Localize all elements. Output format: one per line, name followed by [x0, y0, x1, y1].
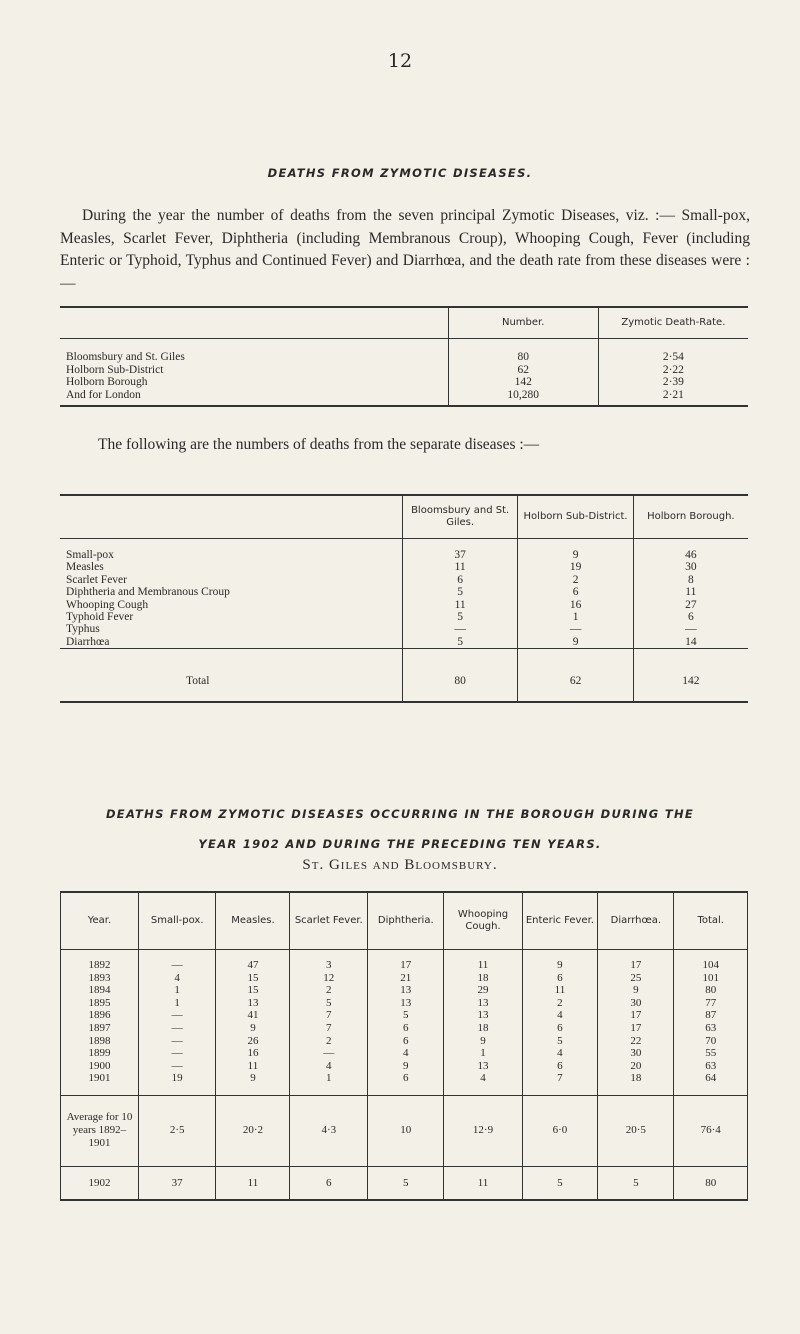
column-header: Total.: [674, 892, 748, 950]
average-value: 20·5: [598, 1095, 674, 1166]
value-cell: —: [138, 1022, 216, 1035]
value-cell: 2: [290, 1035, 368, 1048]
heading-borough-deaths-line2: YEAR 1902 AND DURING THE PRECEDING TEN YEARS.: [198, 837, 602, 851]
table-row: [60, 623, 748, 635]
value-cell: 5: [402, 586, 518, 598]
header-bloomsbury: Bloomsbury and St. Giles.: [402, 495, 518, 539]
table-subtitle: St. Giles and Bloomsbury.: [302, 857, 498, 873]
value-cell: 5: [368, 1009, 444, 1022]
table-row: [60, 339, 748, 364]
year-cell: 1896: [88, 1009, 111, 1022]
value-cell: 1: [518, 611, 633, 623]
header-holborn-sub-district: Holborn Sub-District.: [518, 495, 633, 539]
table-row: [61, 1009, 748, 1022]
column-header: Diphtheria.: [368, 892, 444, 950]
row-label: And for London: [66, 388, 141, 401]
value-cell: 41: [216, 1009, 290, 1022]
column-header: Measles.: [216, 892, 290, 950]
table-row: [60, 586, 748, 598]
row-label: Holborn Sub-District: [66, 363, 164, 376]
table-row: [60, 376, 748, 389]
year-cell: 1899: [88, 1047, 111, 1060]
average-value: 10: [368, 1095, 444, 1166]
number-cell: 142: [448, 376, 598, 389]
year-cell: 1892: [88, 959, 111, 971]
average-row: [61, 1095, 748, 1166]
value-cell: 13: [444, 1009, 522, 1022]
value-cell: 70: [674, 1035, 748, 1048]
page-number: 12: [387, 50, 413, 72]
header-death-rate: Zymotic Death-Rate.: [598, 307, 748, 339]
value-cell: 87: [674, 1009, 748, 1022]
value-cell: 13: [216, 997, 290, 1010]
header-cell: [60, 307, 448, 339]
value-cell: 4: [290, 1060, 368, 1073]
value-cell: 47: [216, 950, 290, 972]
table-row: [61, 984, 748, 997]
column-header: Diarrhœa.: [598, 892, 674, 950]
value-cell: 15: [216, 984, 290, 997]
value-cell: 5: [290, 997, 368, 1010]
number-cell: 62: [448, 364, 598, 377]
table-row: [60, 364, 748, 377]
year-cell: 1901: [88, 1072, 111, 1085]
header-number: Number.: [448, 307, 598, 339]
separate-diseases-table: [60, 494, 748, 703]
value-cell: 63: [674, 1022, 748, 1035]
value-cell: 8: [633, 574, 748, 586]
total-value: 62: [518, 649, 633, 703]
value-cell: 2: [522, 997, 598, 1010]
table-row: [61, 1047, 748, 1060]
value-cell: 63: [674, 1060, 748, 1073]
value-cell: 18: [444, 1022, 522, 1035]
value-cell: 4: [444, 1072, 522, 1095]
value-cell: 29: [444, 984, 522, 997]
value-cell: —: [290, 1047, 368, 1060]
row-label: Bloomsbury and St. Giles: [66, 351, 185, 363]
value-cell: 6: [522, 972, 598, 985]
average-label: Average for 10 years 1892–1901: [61, 1095, 139, 1166]
value-cell: —: [138, 1009, 216, 1022]
value-cell: 5: [522, 1035, 598, 1048]
average-value: 4·3: [290, 1095, 368, 1166]
rate-cell: 2·39: [598, 376, 748, 389]
header-holborn-borough: Holborn Borough.: [633, 495, 748, 539]
value-cell: 14: [633, 636, 748, 649]
value-cell: 5: [522, 1166, 598, 1200]
value-cell: 9: [598, 984, 674, 997]
row-label: Measles: [66, 561, 104, 574]
death-rate-table: [60, 306, 748, 407]
value-cell: 13: [444, 1060, 522, 1073]
value-cell: 22: [598, 1035, 674, 1048]
value-cell: 6: [368, 1022, 444, 1035]
value-cell: 17: [598, 1022, 674, 1035]
value-cell: 5: [402, 611, 518, 623]
table-row: [61, 1035, 748, 1048]
column-header: Year.: [61, 892, 139, 950]
total-label: Total: [60, 649, 402, 703]
value-cell: 9: [522, 950, 598, 972]
average-value: 12·9: [444, 1095, 522, 1166]
column-header: Scarlet Fever.: [290, 892, 368, 950]
value-cell: 30: [633, 561, 748, 573]
row-label: Typhoid Fever: [66, 611, 134, 624]
table-row: [60, 599, 748, 611]
value-cell: 4: [368, 1047, 444, 1060]
value-cell: 19: [138, 1072, 216, 1095]
value-cell: 9: [368, 1060, 444, 1073]
average-value: 6·0: [522, 1095, 598, 1166]
value-cell: 19: [518, 561, 633, 573]
average-value: 20·2: [216, 1095, 290, 1166]
value-cell: 16: [216, 1047, 290, 1060]
table-row: [61, 950, 748, 972]
year-cell: 1898: [88, 1034, 111, 1047]
value-cell: 7: [290, 1009, 368, 1022]
value-cell: 6: [368, 1035, 444, 1048]
value-cell: 11: [633, 586, 748, 598]
number-cell: 80: [448, 339, 598, 364]
value-cell: 15: [216, 972, 290, 985]
value-cell: 16: [518, 599, 633, 611]
value-cell: 6: [522, 1060, 598, 1073]
value-cell: 6: [402, 574, 518, 586]
value-cell: 1: [444, 1047, 522, 1060]
table-row: [61, 972, 748, 985]
table-row: [61, 1060, 748, 1073]
rate-cell: 2·54: [598, 339, 748, 364]
total-row: [60, 649, 748, 703]
value-cell: 17: [598, 950, 674, 972]
value-cell: 25: [598, 972, 674, 985]
row-label: Whooping Cough: [66, 598, 149, 611]
table-header-row: [61, 892, 748, 950]
row-label: Diphtheria and Membranous Croup: [66, 586, 230, 599]
heading-borough-deaths-line1: DEATHS FROM ZYMOTIC DISEASES OCCURRING IN THE BOROUGH DURING THE: [105, 807, 695, 821]
year-cell: 1893: [88, 971, 111, 984]
value-cell: 37: [402, 539, 518, 562]
value-cell: 6: [368, 1072, 444, 1095]
value-cell: 2: [290, 984, 368, 997]
table-row: [60, 574, 748, 586]
value-cell: 13: [368, 984, 444, 997]
value-cell: 18: [444, 972, 522, 985]
row-label: Diarrhœa: [66, 635, 110, 648]
value-cell: —: [633, 623, 748, 635]
value-cell: 1: [138, 997, 216, 1010]
value-cell: 7: [290, 1022, 368, 1035]
value-cell: 2: [518, 574, 633, 586]
value-cell: 12: [290, 972, 368, 985]
value-cell: 4: [522, 1009, 598, 1022]
paragraph-separate-diseases: The following are the numbers of deaths from the separate diseases :—: [98, 436, 540, 453]
average-value: 76·4: [674, 1095, 748, 1166]
value-cell: 37: [138, 1166, 216, 1200]
value-cell: 27: [633, 599, 748, 611]
row-label: Typhus: [66, 623, 100, 636]
value-cell: 9: [216, 1072, 290, 1095]
value-cell: —: [138, 1035, 216, 1048]
header-cell: [60, 495, 402, 539]
total-value: 80: [402, 649, 518, 703]
value-cell: 3: [290, 950, 368, 972]
year-cell: 1894: [88, 984, 111, 997]
value-cell: 17: [598, 1009, 674, 1022]
value-cell: 101: [674, 972, 748, 985]
value-cell: 20: [598, 1060, 674, 1073]
value-cell: 6: [522, 1022, 598, 1035]
value-cell: 13: [444, 997, 522, 1010]
value-cell: 5: [368, 1166, 444, 1200]
row-label: Small-pox: [66, 549, 114, 561]
value-cell: —: [138, 1047, 216, 1060]
table-row: [61, 1022, 748, 1035]
value-cell: 13: [368, 997, 444, 1010]
value-cell: 11: [402, 561, 518, 573]
table-row: [60, 539, 748, 562]
year-cell: 1897: [88, 1021, 111, 1034]
value-cell: 46: [633, 539, 748, 562]
value-cell: 6: [290, 1166, 368, 1200]
year-cell: 1895: [88, 996, 111, 1009]
value-cell: 11: [216, 1060, 290, 1073]
ten-year-table: [60, 891, 748, 1201]
year-cell: 1900: [88, 1059, 111, 1072]
average-value: 2·5: [138, 1095, 216, 1166]
value-cell: 9: [518, 636, 633, 649]
total-value: 142: [633, 649, 748, 703]
value-cell: 30: [598, 997, 674, 1010]
value-cell: 5: [402, 636, 518, 649]
value-cell: 5: [598, 1166, 674, 1200]
table-row: [60, 561, 748, 573]
value-cell: 30: [598, 1047, 674, 1060]
value-cell: 4: [522, 1047, 598, 1060]
value-cell: 21: [368, 972, 444, 985]
table-row: [61, 1072, 748, 1095]
intro-paragraph: During the year the number of deaths from the seven principal Zymotic Diseases, viz. :— Small-pox, Measles, Scarlet Fever, Diphtheria (including Membranous Croup), Whooping Cough, Fever (including Enteric or Typhoid, Typhus and Continued Fever) and Diarrhœa, and the death rate from these diseases were :—: [60, 207, 750, 292]
table-header-row: [60, 307, 748, 339]
value-cell: 104: [674, 950, 748, 972]
value-cell: 80: [674, 984, 748, 997]
table-row: [61, 997, 748, 1010]
value-cell: —: [402, 623, 518, 635]
value-cell: 7: [522, 1072, 598, 1095]
value-cell: 11: [402, 599, 518, 611]
value-cell: 26: [216, 1035, 290, 1048]
value-cell: 17: [368, 950, 444, 972]
value-cell: 11: [216, 1166, 290, 1200]
value-cell: 55: [674, 1047, 748, 1060]
value-cell: 11: [522, 984, 598, 997]
rate-cell: 2·21: [598, 389, 748, 407]
value-cell: 9: [216, 1022, 290, 1035]
table-header-row: [60, 495, 748, 539]
year-1902-row: [61, 1166, 748, 1200]
value-cell: —: [138, 950, 216, 972]
value-cell: 9: [518, 539, 633, 562]
value-cell: 80: [674, 1166, 748, 1200]
value-cell: 64: [674, 1072, 748, 1095]
column-header: Whooping Cough.: [444, 892, 522, 950]
value-cell: —: [138, 1060, 216, 1073]
rate-cell: 2·22: [598, 364, 748, 377]
value-cell: 11: [444, 950, 522, 972]
value-cell: 18: [598, 1072, 674, 1095]
column-header: Enteric Fever.: [522, 892, 598, 950]
number-cell: 10,280: [448, 389, 598, 407]
value-cell: 6: [633, 611, 748, 623]
value-cell: 1: [290, 1072, 368, 1095]
value-cell: 6: [518, 586, 633, 598]
column-header: Small-pox.: [138, 892, 216, 950]
value-cell: —: [518, 623, 633, 635]
value-cell: 9: [444, 1035, 522, 1048]
table-row: [60, 636, 748, 649]
year-cell: 1902: [61, 1166, 139, 1200]
value-cell: 4: [138, 972, 216, 985]
row-label: Scarlet Fever: [66, 573, 127, 586]
value-cell: 11: [444, 1166, 522, 1200]
heading-zymotic-diseases: DEATHS FROM ZYMOTIC DISEASES.: [267, 166, 533, 180]
value-cell: 77: [674, 997, 748, 1010]
table-row: [60, 389, 748, 407]
row-label: Holborn Borough: [66, 376, 148, 388]
table-row: [60, 611, 748, 623]
value-cell: 1: [138, 984, 216, 997]
